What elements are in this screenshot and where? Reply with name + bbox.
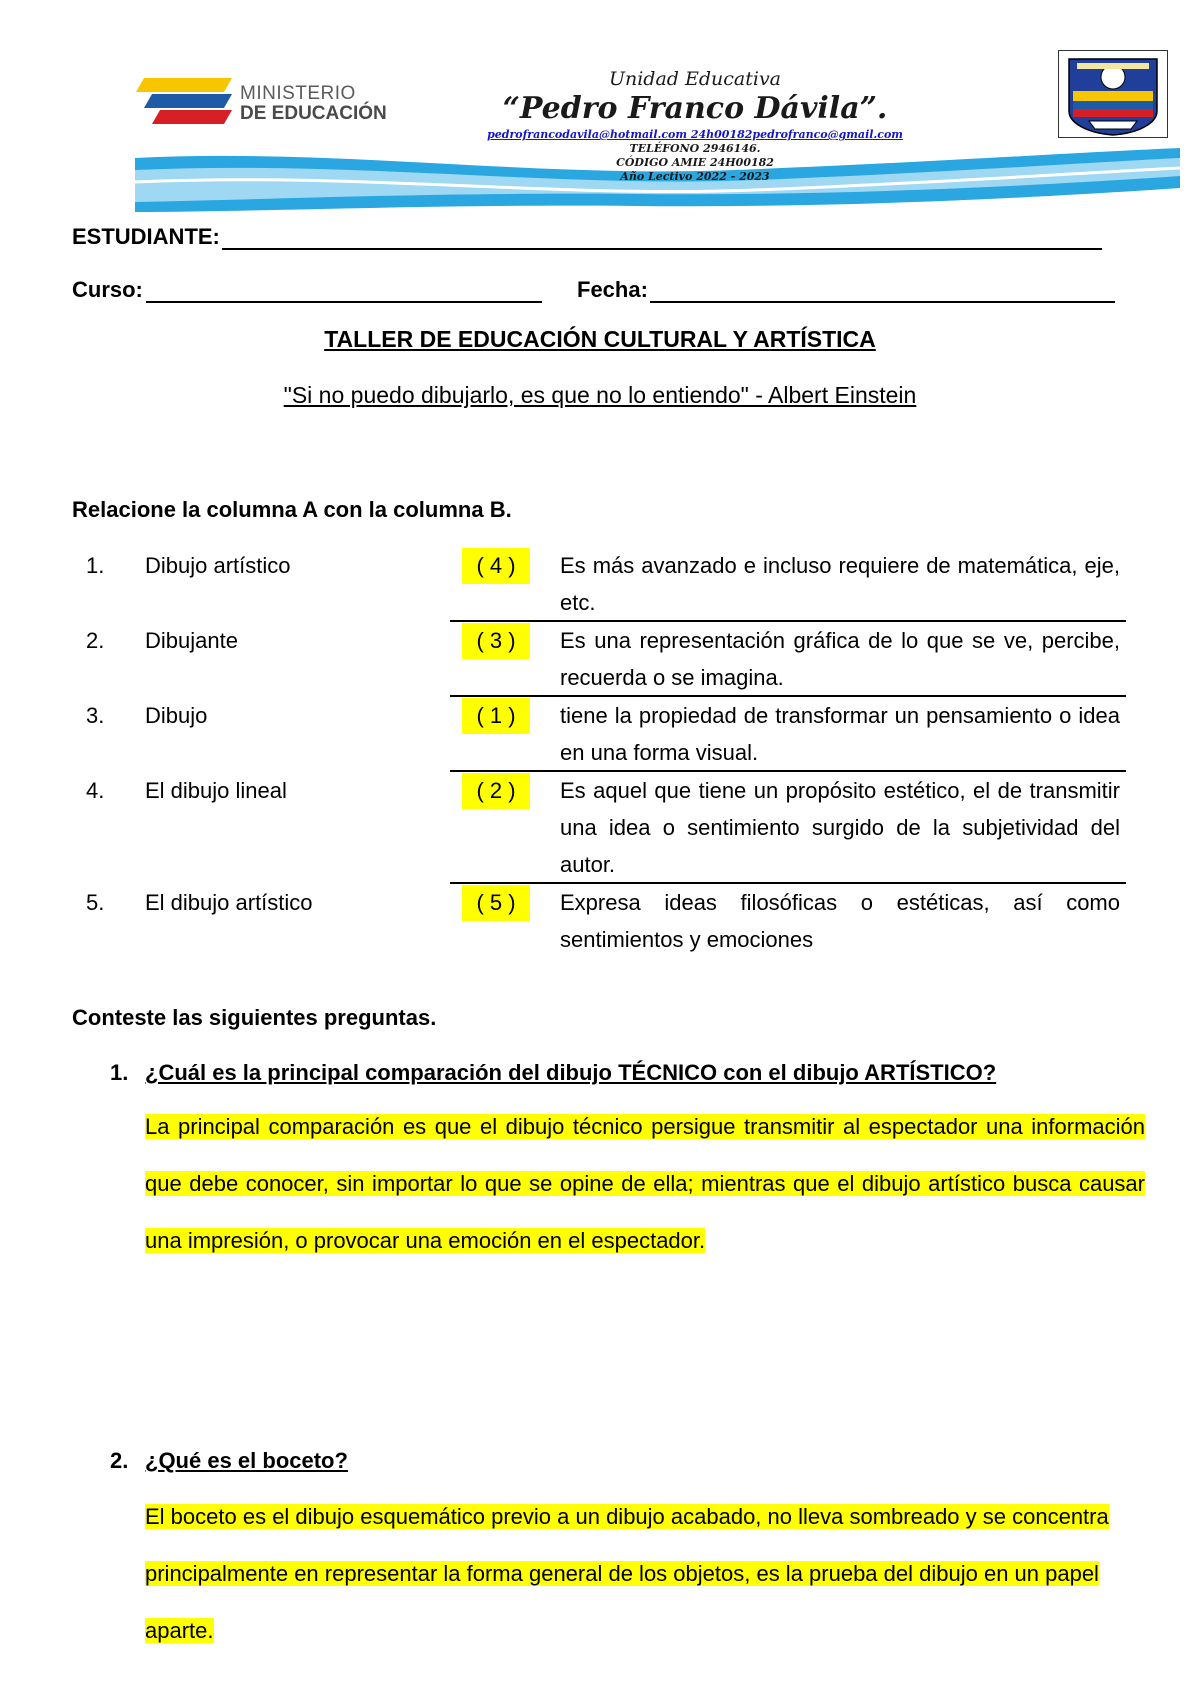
school-amie: CÓDIGO AMIE 24H00182	[616, 156, 774, 169]
school-year: Año Lectivo 2022 - 2023	[620, 170, 770, 183]
date-field[interactable]	[650, 301, 1115, 303]
answer-paragraph	[145, 1098, 1145, 1269]
match-row-answer[interactable]: ( 5 )	[462, 885, 530, 921]
school-phone: TELÉFONO 2946146.	[629, 142, 761, 155]
ministry-logo-stripe-red	[152, 110, 232, 124]
match-row-term: El dibujo lineal	[145, 778, 287, 803]
page-title: TALLER DE EDUCACIÓN CULTURAL Y ARTÍSTICA	[324, 326, 876, 352]
match-row-term: Dibujante	[145, 628, 238, 653]
match-row-num: 1.	[86, 553, 105, 578]
match-row-term: Dibujo artístico	[145, 553, 291, 578]
match-row-term: El dibujo artístico	[145, 890, 313, 915]
question-num: 2.	[110, 1448, 129, 1473]
section-b-instruction: Conteste las siguientes preguntas.	[72, 1005, 437, 1030]
section-a-instruction: Relacione la columna A con la columna B.	[72, 497, 512, 522]
match-row-answer[interactable]: ( 1 )	[462, 698, 530, 734]
match-row-answer[interactable]: ( 2 )	[462, 773, 530, 809]
ministry-line1: MINISTERIO	[240, 83, 356, 104]
school-name: “Pedro Franco Dávila”.	[502, 91, 888, 126]
match-row-answer[interactable]: ( 4 )	[462, 548, 530, 584]
course-label: Curso:	[72, 277, 143, 302]
question-text: ¿Qué es el boceto?	[145, 1448, 348, 1473]
answer-paragraph	[145, 1488, 1145, 1659]
course-field[interactable]	[146, 301, 542, 303]
student-name-field[interactable]	[222, 248, 1102, 250]
date-label: Fecha:	[577, 277, 648, 302]
student-label: ESTUDIANTE:	[72, 224, 220, 249]
match-row-num: 4.	[86, 778, 105, 803]
match-row-definition: Expresa ideas filosóficas o estéticas, así como sentimientos y emociones	[560, 890, 1120, 952]
school-crest-icon	[1058, 50, 1168, 138]
quote: "Si no puedo dibujarlo, es que no lo entiendo" - Albert Einstein	[283, 382, 917, 408]
match-row-term: Dibujo	[145, 703, 208, 728]
question-num: 1.	[110, 1060, 129, 1085]
ministry-logo-stripe-yellow	[136, 78, 232, 92]
match-row-definition: Es una representación gráfica de lo que se ve, percibe, recuerda o se imagina.	[560, 628, 1120, 690]
school-header	[460, 68, 930, 184]
match-row-definition: Es más avanzado e incluso requiere de matemática, eje, etc.	[560, 553, 1120, 615]
match-row-num: 5.	[86, 890, 105, 915]
school-emails[interactable]: pedrofrancodavila@hotmail.com 24h00182pedrofranco@gmail.com	[487, 128, 903, 141]
answer-text: La principal comparación es que el dibujo técnico persigue transmitir al espectador una información que debe conocer, sin importar lo que se opine de ella; mientras que el dibujo artístico busca causar una impresión, o provocar una emoción en el espectador.	[145, 1114, 1145, 1253]
ministry-logo-text	[240, 84, 387, 124]
question-text: ¿Cuál es la principal comparación del dibujo TÉCNICO con el dibujo ARTÍSTICO?	[145, 1060, 997, 1085]
match-row-definition: tiene la propiedad de transformar un pensamiento o idea en una forma visual.	[560, 703, 1120, 765]
match-row-num: 3.	[86, 703, 105, 728]
answer-text: El boceto es el dibujo esquemático previo a un dibujo acabado, no lleva sombreado y se concentra principalmente en representar la forma general de los objetos, es la prueba del dibujo en un papel aparte.	[145, 1504, 1109, 1643]
match-row-num: 2.	[86, 628, 105, 653]
ministry-logo-stripe-blue	[144, 94, 232, 108]
ministry-line2: DE EDUCACIÓN	[240, 103, 387, 124]
match-row-definition: Es aquel que tiene un propósito estético, el de transmitir una idea o sentimiento surgido de la subjetividad del autor.	[560, 778, 1120, 877]
school-label: Unidad Educativa	[608, 68, 782, 90]
match-row-answer[interactable]: ( 3 )	[462, 623, 530, 659]
